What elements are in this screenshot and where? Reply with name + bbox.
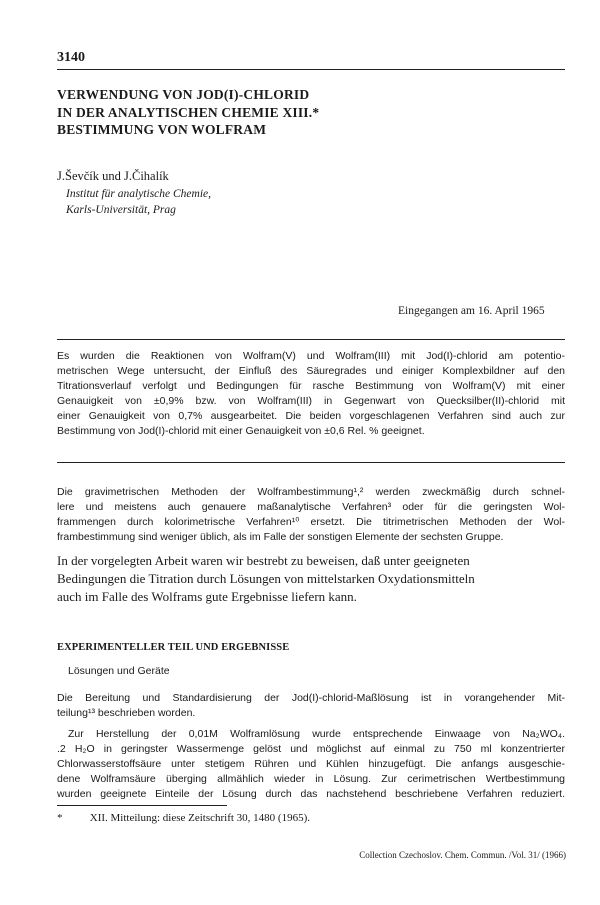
- intro-paragraph: [57, 485, 565, 545]
- institution-line: Karls-Universität, Prag: [66, 203, 176, 216]
- abstract-line: Genauigkeit von ±0,9% bzw. von Wolfram(III) in Gegenwart von Quecksilber(II)-chlorid mit: [57, 395, 565, 407]
- aim-line: auch im Falle des Wolframs gute Ergebnisse liefern kann.: [57, 589, 357, 604]
- page-number: 3140: [57, 50, 85, 65]
- aim-line: Bedingungen die Titration durch Lösungen von mittelstarken Oxydationsmitteln: [57, 571, 475, 586]
- aim-line: In der vorgelegten Arbeit waren wir bestrebt zu beweisen, daß unter geeigneten: [57, 553, 470, 568]
- aim-paragraph: [57, 552, 565, 606]
- paragraph-line: Chlorwasserstoffsäure unter stetigem Rühren und Kühlen hinzugefügt. Die anfangs ausgeschie-: [57, 758, 565, 770]
- paragraph-line: Zur Herstellung der 0,01M Wolframlösung wurde entsprechende Einwaage von Na₂WO₄.: [68, 728, 565, 740]
- paragraph-line: dene Wolframsäure überging allmählich wieder in Lösung. Zur cerimetrischen Wertbestimmung: [57, 773, 565, 785]
- institution: [66, 187, 211, 218]
- abstract-line: einer Genauigkeit von 0,7% ausgearbeitet. Die beiden vorgeschlagenen Verfahren sind auch zur: [57, 410, 565, 422]
- title-line: VERWENDUNG VON JOD(I)-CHLORID: [57, 87, 310, 102]
- footnote-text: XII. Mitteilung: diese Zeitschrift 30, 1480 (1965).: [89, 812, 311, 824]
- received-date: Eingegangen am 16. April 1965: [398, 305, 545, 317]
- authors: J.Ševčík und J.Čihalík: [57, 169, 169, 183]
- intro-line: frambestimmung sind weniger üblich, als im Falle der sonstigen Elemente der sechsten Gruppe.: [57, 531, 504, 543]
- institution-line: Institut für analytische Chemie,: [66, 188, 212, 200]
- abstract-bottom-rule: [57, 462, 565, 463]
- preparation-paragraph-1: [57, 691, 565, 721]
- footnote-rule: [57, 805, 227, 806]
- abstract-line: Bestimmung von Jod(I)-chlorid mit einer Genauigkeit von ±0,6 Rel. % geeignet.: [57, 425, 425, 437]
- title-line: BESTIMMUNG VON WOLFRAM: [57, 122, 267, 137]
- article-title: [57, 86, 557, 139]
- paragraph-line: teilung¹³ beschrieben worden.: [57, 707, 196, 719]
- title-line: IN DER ANALYTISCHEN CHEMIE XIII.*: [57, 104, 320, 120]
- abstract-line: Titrationsverlauf verfolgt und Bedingungen für rasche Bestimmung von Wolfram(V) mit einer: [57, 380, 565, 392]
- paragraph-line: Die Bereitung und Standardisierung der Jod(I)-chlorid-Maßlösung ist in vorangehender Mit-: [57, 692, 565, 704]
- intro-line: lere und meistens auch genauere maßanalytische Verfahren³ oder für die geringsten Wol-: [57, 501, 565, 513]
- paragraph-line: wurden geeignete Einteile der Lösung durch das nachstehend beschriebene Verfahren reduziert.: [57, 788, 565, 800]
- abstract-line: metrischen Wege untersucht, der Einfluß des Säuregrades und einiger Komplexbildner auf den: [57, 365, 565, 377]
- abstract: [57, 349, 565, 439]
- footnote-mark: *: [57, 812, 63, 824]
- intro-line: frammengen durch kolorimetrische Verfahren¹⁰ ersetzt. Die titrimetrischen Methoden der Wol-: [57, 516, 565, 528]
- intro-line: Die gravimetrischen Methoden der Wolframbestimmung¹,² werden zweckmäßig durch schnel-: [57, 486, 565, 498]
- section-heading: EXPERIMENTELLER TEIL UND ERGEBNISSE: [57, 642, 290, 653]
- journal-footer: Collection Czechoslov. Chem. Commun. /Vol. 31/ (1966): [359, 850, 566, 860]
- preparation-paragraph-2: [57, 727, 565, 802]
- abstract-top-rule: [57, 339, 565, 340]
- abstract-line: Es wurden die Reaktionen von Wolfram(V) und Wolfram(III) mit Jod(I)-chlorid am potentio-: [57, 350, 565, 362]
- header-rule: [57, 69, 565, 70]
- footnote: [57, 812, 310, 824]
- subsection-heading: Lösungen und Geräte: [68, 665, 170, 677]
- paragraph-line: .2 H₂O in geringster Wassermenge gelöst und möglichst auf einmal zu 750 ml konzentrierter: [57, 743, 565, 755]
